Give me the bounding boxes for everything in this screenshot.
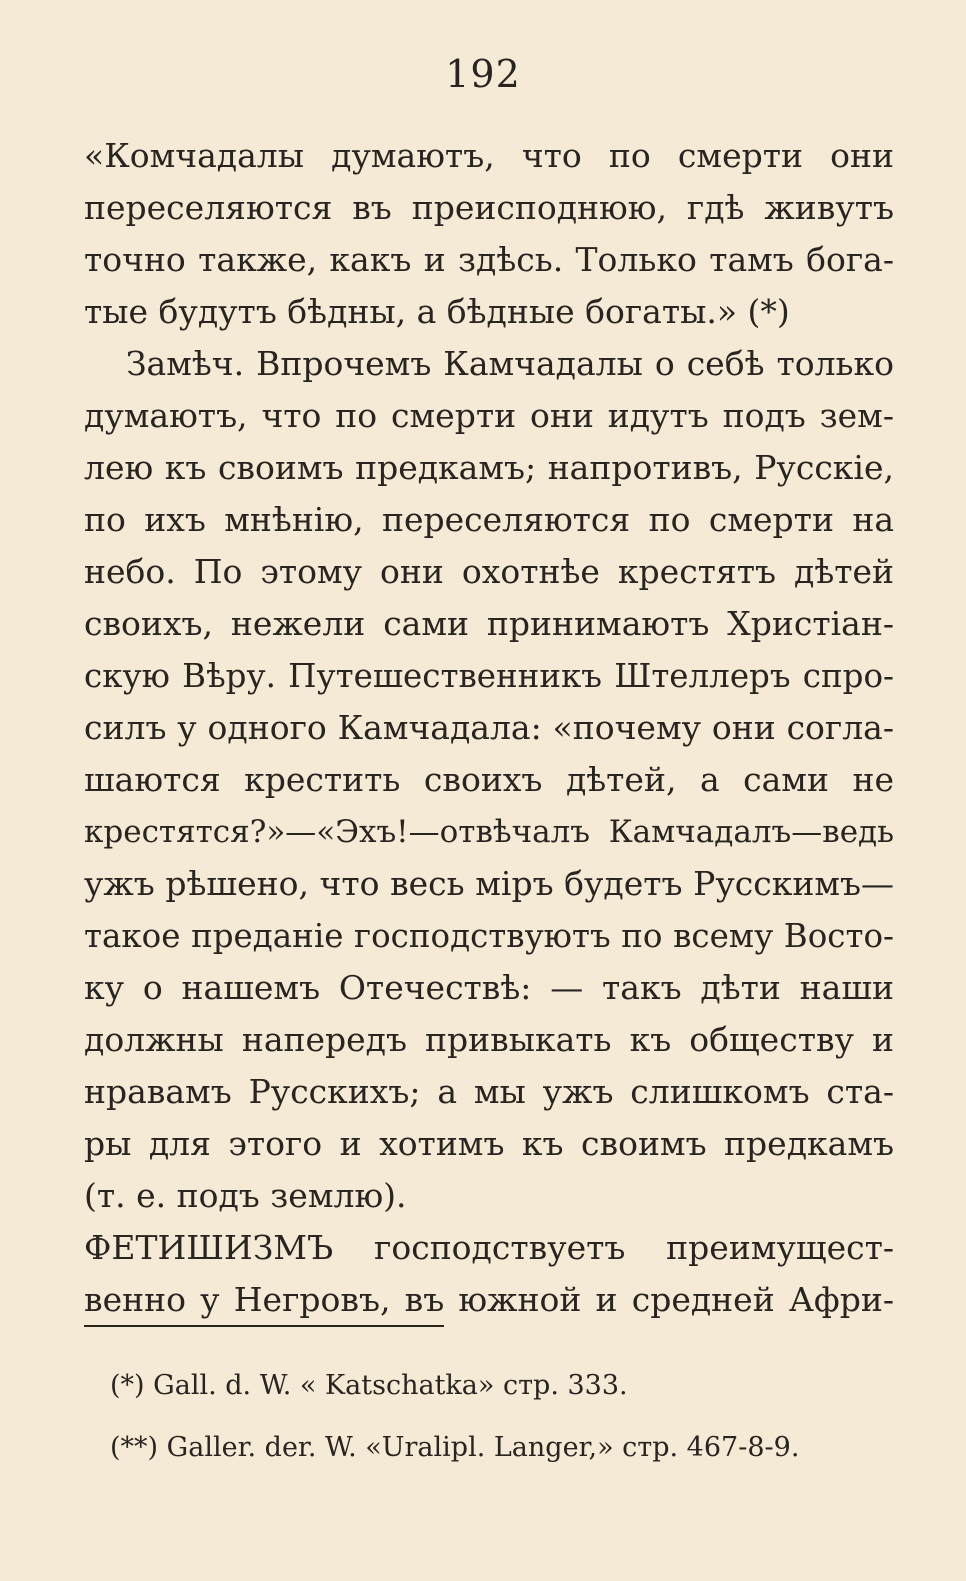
text-line: думаютъ, что по смерти они идутъ подъ зем-	[84, 396, 894, 435]
text-line: Замѣч. Впрочемъ Камчадалы о себѣ только	[126, 344, 894, 383]
text-line: лею къ своимъ предкамъ; напротивъ, Русскіе,	[84, 448, 894, 487]
footnote-separator	[84, 1325, 444, 1327]
text-line: ФЕТИШИЗМЪ господствуетъ преимущест-	[84, 1228, 894, 1267]
text-line: по ихъ мнѣнію, переселяются по смерти на	[84, 500, 894, 539]
text-line: ужъ рѣшено, что весь міръ будетъ Русскимъ—	[84, 864, 894, 903]
text-line: ку о нашемъ Отечествѣ: — такъ дѣти наши	[84, 968, 894, 1007]
footnote: (**) Galler. der. W. «Uralipl. Langer,» стр. 467-8-9.	[110, 1432, 800, 1463]
footnote: (*) Gall. d. W. « Katschatka» стр. 333.	[110, 1370, 628, 1401]
text-line: переселяются въ преисподнюю, гдѣ живутъ	[84, 188, 894, 227]
text-line: небо. По этому они охотнѣе крестятъ дѣтей	[84, 552, 894, 591]
footnotes	[110, 1360, 900, 1474]
text-line: должны напередъ привыкать къ обществу и	[84, 1020, 894, 1059]
text-line: «Комчадалы думаютъ, что по смерти они	[84, 136, 894, 175]
text-line: такое преданіе господствуютъ по всему Восто-	[84, 917, 894, 955]
text-line: крестятся?»—«Эхъ!—отвѣчалъ Камчадалъ—ведь	[84, 814, 894, 850]
text-line: венно у Негровъ, въ южной и средней Афри-	[84, 1280, 894, 1319]
text-line: скую Вѣру. Путешественникъ Штеллеръ спро-	[84, 657, 894, 695]
text-line: силъ у одного Камчадала: «почему они согла-	[84, 708, 894, 747]
text-line: ры для этого и хотимъ къ своимъ предкамъ	[84, 1124, 894, 1163]
text-line: (т. е. подъ землю).	[84, 1176, 407, 1215]
text-line: точно также, какъ и здѣсь. Только тамъ бога-	[84, 240, 894, 279]
text-line: нравамъ Русскихъ; а мы ужъ слишкомъ ста-	[84, 1072, 894, 1111]
text-line: шаются крестить своихъ дѣтей, а сами не	[84, 760, 894, 799]
text-line: тые будутъ бѣдны, а бѣдные богаты.» (*)	[84, 292, 790, 331]
page-number: 192	[445, 52, 521, 96]
text-line: своихъ, нежели сами принимаютъ Христіан-	[84, 604, 894, 643]
body-text	[84, 130, 894, 1326]
